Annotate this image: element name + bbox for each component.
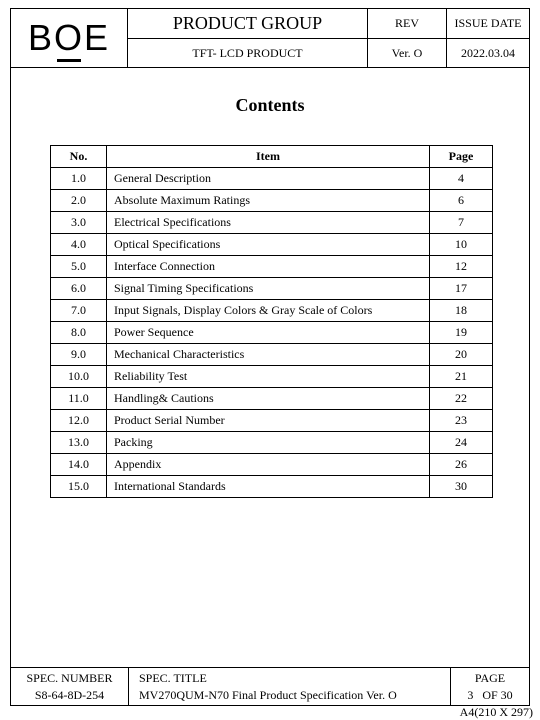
table-row <box>51 344 493 366</box>
spec-title-label: SPEC. TITLE <box>139 671 207 685</box>
row-item: Input Signals, Display Colors & Gray Scale of Colors <box>107 300 430 322</box>
contents-heading: Contents <box>235 95 305 115</box>
spec-number-value: S8-64-8D-254 <box>34 688 105 702</box>
table-row <box>51 454 493 476</box>
row-item: Handling& Cautions <box>107 388 430 410</box>
row-no: 6.0 <box>51 278 107 300</box>
table-row <box>51 476 493 498</box>
row-page: 10 <box>430 234 493 256</box>
page-cell <box>451 668 529 706</box>
row-item: Product Serial Number <box>107 410 430 432</box>
row-page: 6 <box>430 190 493 212</box>
row-item: Mechanical Characteristics <box>107 344 430 366</box>
row-page: 20 <box>430 344 493 366</box>
rev-value: Ver. O <box>368 39 447 67</box>
page-label: PAGE <box>474 671 506 685</box>
column-header-no: No. <box>51 146 107 168</box>
row-page: 21 <box>430 366 493 388</box>
table-row <box>51 300 493 322</box>
table-row <box>51 388 493 410</box>
row-page: 23 <box>430 410 493 432</box>
row-page: 30 <box>430 476 493 498</box>
row-page: 19 <box>430 322 493 344</box>
column-header-page: Page <box>430 146 493 168</box>
table-row <box>51 278 493 300</box>
product-type: TFT- LCD PRODUCT <box>128 39 368 67</box>
row-page: 26 <box>430 454 493 476</box>
contents-table <box>50 145 493 498</box>
row-no: 11.0 <box>51 388 107 410</box>
table-row <box>51 322 493 344</box>
row-no: 13.0 <box>51 432 107 454</box>
row-no: 7.0 <box>51 300 107 322</box>
document-page <box>10 8 530 706</box>
row-item: Appendix <box>107 454 430 476</box>
column-header-item: Item <box>107 146 430 168</box>
row-no: 12.0 <box>51 410 107 432</box>
row-item: Reliability Test <box>107 366 430 388</box>
spec-title-value: MV270QUM-N70 Final Product Specification Ver. O <box>139 688 397 702</box>
row-no: 8.0 <box>51 322 107 344</box>
row-page: 24 <box>430 432 493 454</box>
table-row <box>51 256 493 278</box>
row-item: Signal Timing Specifications <box>107 278 430 300</box>
row-item: Electrical Specifications <box>107 212 430 234</box>
table-row <box>51 234 493 256</box>
row-page: 22 <box>430 388 493 410</box>
row-item: International Standards <box>107 476 430 498</box>
spec-title-cell <box>129 668 451 706</box>
row-no: 9.0 <box>51 344 107 366</box>
row-item: General Description <box>107 168 430 190</box>
company-logo <box>11 9 128 67</box>
boe-logo-text: BOE <box>27 17 111 58</box>
product-group-title: PRODUCT GROUP <box>128 9 368 39</box>
row-item: Interface Connection <box>107 256 430 278</box>
row-item: Power Sequence <box>107 322 430 344</box>
row-no: 1.0 <box>51 168 107 190</box>
table-row <box>51 432 493 454</box>
table-row <box>51 190 493 212</box>
rev-label: REV <box>368 9 447 39</box>
document-header <box>11 9 529 68</box>
table-row <box>51 410 493 432</box>
issue-date-label: ISSUE DATE <box>447 9 529 39</box>
row-no: 2.0 <box>51 190 107 212</box>
issue-date-value: 2022.03.04 <box>461 45 515 60</box>
row-item: Optical Specifications <box>107 234 430 256</box>
row-page: 12 <box>430 256 493 278</box>
row-no: 14.0 <box>51 454 107 476</box>
row-no: 4.0 <box>51 234 107 256</box>
row-page: 18 <box>430 300 493 322</box>
row-no: 5.0 <box>51 256 107 278</box>
table-row <box>51 168 493 190</box>
row-item: Absolute Maximum Ratings <box>107 190 430 212</box>
row-no: 15.0 <box>51 476 107 498</box>
row-item: Packing <box>107 432 430 454</box>
table-row <box>51 212 493 234</box>
page-value: 3 OF 30 <box>467 688 513 702</box>
table-row <box>51 366 493 388</box>
row-no: 3.0 <box>51 212 107 234</box>
table-header-row <box>51 146 493 168</box>
row-page: 7 <box>430 212 493 234</box>
spec-number-cell <box>11 668 129 706</box>
spec-number-label: SPEC. NUMBER <box>26 671 113 685</box>
row-page: 17 <box>430 278 493 300</box>
paper-size-note: A4(210 X 297) <box>459 705 533 719</box>
row-page: 4 <box>430 168 493 190</box>
row-no: 10.0 <box>51 366 107 388</box>
document-footer <box>11 667 529 706</box>
